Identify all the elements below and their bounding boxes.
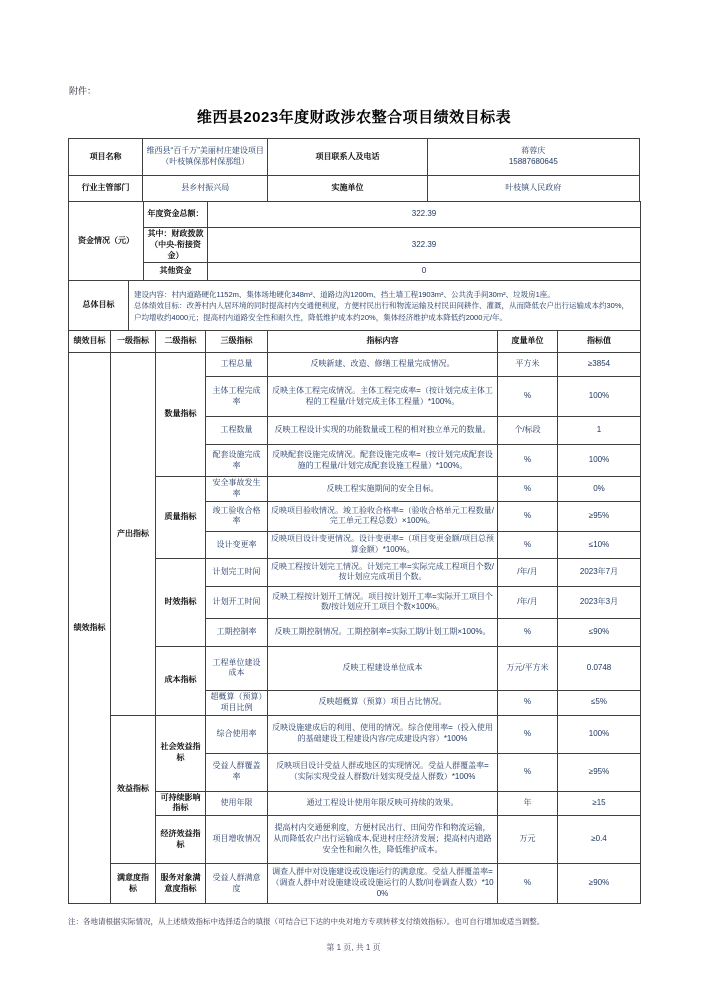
header-perf-goal: 绩效目标 — [69, 331, 111, 353]
value-cell: ≥95% — [558, 501, 641, 531]
funds-other-label: 其他资金 — [144, 263, 208, 281]
l1-satisfaction: 满意度指标 — [111, 864, 156, 904]
value-cell: 2023年3月 — [558, 586, 641, 618]
funds-fiscal-label: 其中：财政拨款（中央-衔接资金） — [144, 228, 208, 263]
l1-benefit: 效益指标 — [111, 715, 156, 864]
unit-cell: 万元 — [498, 816, 558, 864]
indicator-content-cell: 反映工程实施期间的安全目标。 — [268, 477, 498, 502]
value-cell: ≤90% — [558, 618, 641, 646]
indicators-table — [68, 330, 641, 904]
l3-indicator-cell: 竣工验收合格率 — [206, 501, 268, 531]
value-cell: ≤5% — [558, 690, 641, 715]
l3-indicator-cell: 综合使用率 — [206, 715, 268, 753]
l3-indicator-cell: 工程数量 — [206, 417, 268, 445]
attachment-label: 附件： — [69, 86, 97, 96]
l3-indicator-cell: 超概算（预算）项目比例 — [206, 690, 268, 715]
l2-service-satisfaction: 服务对象满意度指标 — [156, 864, 206, 904]
l3-indicator-cell: 主体工程完成率 — [206, 377, 268, 417]
indicator-content-cell: 反映配套设施完成情况。配套设施完成率=（按计划完成配套设施的工程量/计划完成配套设施工程量）*100%。 — [268, 445, 498, 477]
overall-goal-line2: 总体绩效目标：改善村内人居环境的同时提高村内交通便利度，方便村民出行和物流运输及村民田间耕作、灌溉，从而降低农户出行运输成本约30%，户均增收约4000元；提高村内道路安全性和耐久性，降低维护成本约20%，集体经济维护成本降低约2000元/年。 — [134, 301, 630, 322]
value-cell: 0.0748 — [558, 646, 641, 690]
overall-goal-line1: 建设内容：村内道路硬化1152m、集体场地硬化348m²、道路边沟1200m、挡土墙工程1903m²、公共洗手间30m²、垃圾房1座。 — [134, 290, 555, 300]
l2-social-benefit: 社会效益指标 — [156, 715, 206, 791]
overall-goal-text — [129, 281, 641, 331]
unit-cell: % — [498, 501, 558, 531]
unit-cell: 个/标段 — [498, 417, 558, 445]
value-cell: ≥15 — [558, 791, 641, 816]
l3-indicator-cell: 设计变更率 — [206, 531, 268, 558]
project-name-value: 维西县“百千万”美丽村庄建设项目（叶枝镇保那村保那组） — [143, 139, 268, 176]
header-value: 指标值 — [558, 331, 641, 353]
indicator-content-cell: 反映工程建设单位成本 — [268, 646, 498, 690]
indicator-content-cell: 反映设施建成后的利用、使用的情况。综合使用率=（投入使用的基础建设工程建设内容/完成建设内容）*100% — [268, 715, 498, 753]
l3-indicator-cell: 工程单位建设成本 — [206, 646, 268, 690]
project-info-table — [68, 138, 640, 202]
indicator-content-cell: 提高村内交通便利度，方便村民出行、田间劳作和物流运输，从而降低农户出行运输成本,促进村庄经济发展；提高村内道路安全性和耐久性，降低维护成本。 — [268, 816, 498, 864]
l3-indicator-cell: 受益人群满意度 — [206, 864, 268, 904]
l3-indicator-cell: 使用年限 — [206, 791, 268, 816]
unit-cell: % — [498, 445, 558, 477]
unit-cell: /年/月 — [498, 558, 558, 586]
unit-cell: % — [498, 715, 558, 753]
value-cell: 100% — [558, 377, 641, 417]
unit-cell: % — [498, 690, 558, 715]
indicator-content-cell: 反映工程按计划开工情况。项目按计划开工率=实际开工项目个数/按计划应开工项目个数×100%。 — [268, 586, 498, 618]
unit-cell: % — [498, 864, 558, 904]
l2-cost: 成本指标 — [156, 646, 206, 715]
page-number: 第 1 页, 共 1 页 — [326, 943, 381, 952]
indicator-content-cell: 反映工程按计划完工情况。计划完工率=实际完成工程项目个数/按计划应完成项目个数。 — [268, 558, 498, 586]
l2-quantity: 数量指标 — [156, 353, 206, 477]
value-cell: ≤10% — [558, 531, 641, 558]
value-cell: ≥0.4 — [558, 816, 641, 864]
value-cell: ≥95% — [558, 753, 641, 791]
funds-total-label: 年度资金总额： — [144, 202, 208, 228]
contact-name: 蒋蓉庆 — [521, 146, 546, 156]
l2-quality: 质量指标 — [156, 477, 206, 559]
contact-value — [427, 139, 639, 176]
l3-indicator-cell: 计划开工时间 — [206, 586, 268, 618]
value-cell: ≥90% — [558, 864, 641, 904]
header-level2: 二级指标 — [156, 331, 206, 353]
l3-indicator-cell: 工程总量 — [206, 353, 268, 377]
header-level3: 三级指标 — [206, 331, 268, 353]
indicator-content-cell: 反映项目设计变更情况。设计变更率=（项目变更金额/项目总预算金额）*100%。 — [268, 531, 498, 558]
unit-cell: % — [498, 377, 558, 417]
l1-output: 产出指标 — [111, 353, 156, 715]
perf-indicator-label: 绩效指标 — [69, 353, 111, 904]
page-title: 维西县2023年度财政涉农整合项目绩效目标表 — [196, 109, 512, 126]
value-cell: 100% — [558, 715, 641, 753]
funds-other-value: 0 — [208, 263, 641, 281]
l2-sustainability: 可持续影响指标 — [156, 791, 206, 816]
dept-label: 行业主管部门 — [69, 176, 143, 202]
indicator-content-cell: 反映新建、改造、修缮工程量完成情况。 — [268, 353, 498, 377]
value-cell: 0% — [558, 477, 641, 502]
contact-phone: 15887680645 — [508, 157, 558, 166]
impl-value: 叶枝镇人民政府 — [427, 176, 639, 202]
l3-indicator-cell: 计划完工时间 — [206, 558, 268, 586]
value-cell: ≥3854 — [558, 353, 641, 377]
indicator-content-cell: 反映主体工程完成情况。主体工程完成率=（按计划完成主体工程的工程量/计划完成主体工程量）*100%。 — [268, 377, 498, 417]
unit-cell: 万元/平方米 — [498, 646, 558, 690]
indicator-content-cell: 通过工程设计使用年限反映可持续的效果。 — [268, 791, 498, 816]
note-text: 注：各地请根据实际情况，从上述绩效指标中选择适合的填报（可结合已下达的中央对地方专项转移支付绩效指标）。也可自行增加或适当调整。 — [68, 917, 545, 927]
header-level1: 一级指标 — [111, 331, 156, 353]
value-cell: 100% — [558, 445, 641, 477]
overall-goal-label: 总体目标 — [69, 281, 129, 331]
l3-indicator-cell: 工期控制率 — [206, 618, 268, 646]
indicator-content-cell: 反映工期控制情况。工期控制率=实际工期/计划工期×100%。 — [268, 618, 498, 646]
funds-table — [68, 201, 641, 281]
contact-label: 项目联系人及电话 — [268, 139, 427, 176]
header-content: 指标内容 — [268, 331, 498, 353]
overall-goal-table — [68, 280, 641, 331]
funds-label: 资金情况（元） — [69, 202, 144, 281]
l3-indicator-cell: 配套设施完成率 — [206, 445, 268, 477]
unit-cell: % — [498, 477, 558, 502]
indicator-content-cell: 反映工程设计实现的功能数量或工程的相对独立单元的数量。 — [268, 417, 498, 445]
l2-timeliness: 时效指标 — [156, 558, 206, 646]
indicator-content-cell: 调查人群中对设施建设或设施运行的满意度。受益人群覆盖率=（调查人群中对设施建设或设施运行的人数/问卷调查人数）*100% — [268, 864, 498, 904]
header-unit: 度量单位 — [498, 331, 558, 353]
l3-indicator-cell: 项目增收情况 — [206, 816, 268, 864]
value-cell: 2023年7月 — [558, 558, 641, 586]
l3-indicator-cell: 受益人群覆盖率 — [206, 753, 268, 791]
l3-indicator-cell: 安全事故发生率 — [206, 477, 268, 502]
project-name-label: 项目名称 — [69, 139, 143, 176]
unit-cell: 平方米 — [498, 353, 558, 377]
impl-label: 实施单位 — [268, 176, 427, 202]
indicator-content-cell: 反映项目设计受益人群或地区的实现情况。受益人群覆盖率=（实际实现受益人群数/计划实现受益人群数）*100% — [268, 753, 498, 791]
unit-cell: /年/月 — [498, 586, 558, 618]
value-cell: 1 — [558, 417, 641, 445]
unit-cell: % — [498, 531, 558, 558]
indicator-content-cell: 反映项目验收情况。竣工验收合格率=（验收合格单元工程数量/完工单元工程总数）×100%。 — [268, 501, 498, 531]
l2-economic-benefit: 经济效益指标 — [156, 816, 206, 864]
indicator-content-cell: 反映超概算（预算）项目占比情况。 — [268, 690, 498, 715]
funds-fiscal-value: 322.39 — [208, 228, 641, 263]
funds-total-value: 322.39 — [208, 202, 641, 228]
dept-value: 县乡村振兴局 — [143, 176, 268, 202]
unit-cell: % — [498, 753, 558, 791]
unit-cell: % — [498, 618, 558, 646]
unit-cell: 年 — [498, 791, 558, 816]
